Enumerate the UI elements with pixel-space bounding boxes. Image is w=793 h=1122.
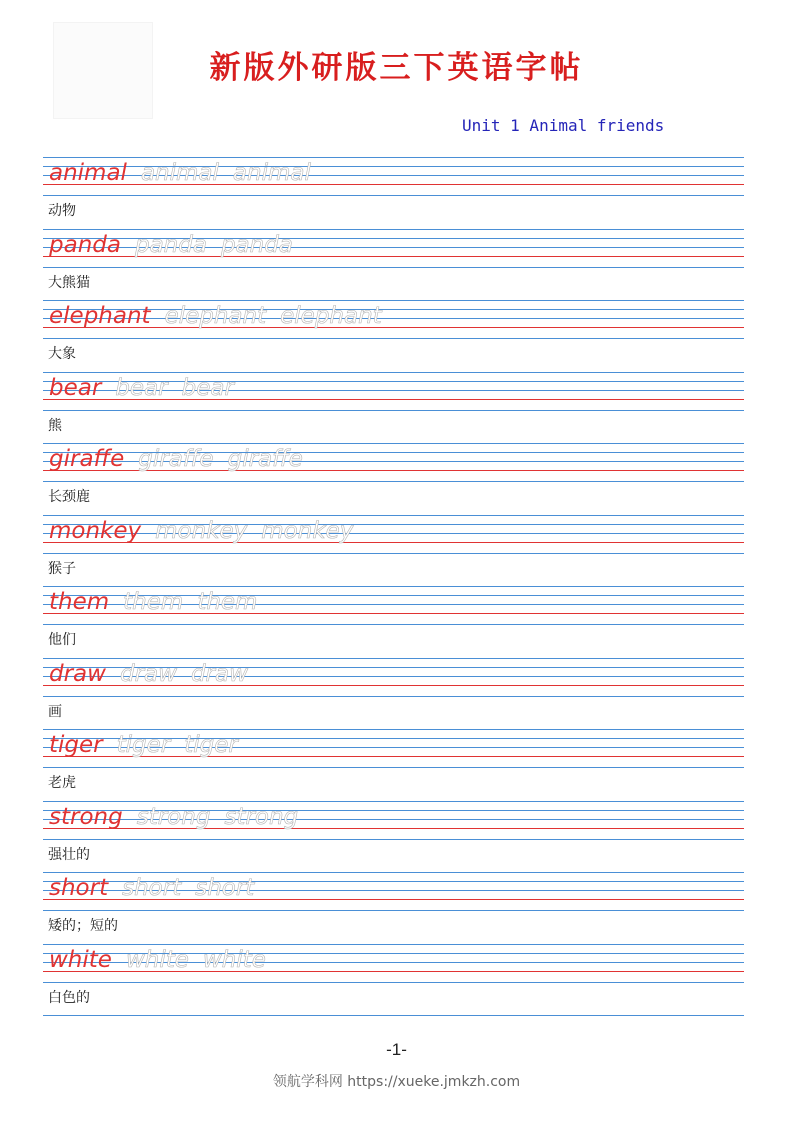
guide-line [43, 195, 744, 196]
guide-line [43, 586, 744, 587]
word-trace[interactable]: strong [224, 803, 299, 830]
word-trace[interactable]: strong [136, 803, 211, 830]
guide-line [43, 767, 744, 768]
guide-line [43, 229, 744, 230]
word-trace[interactable]: panda [220, 231, 293, 258]
guide-line [43, 157, 744, 158]
word-model: tiger [49, 732, 103, 758]
word-trace[interactable]: monkey [155, 517, 248, 544]
word-model: white [49, 946, 112, 973]
copybook-entry [43, 801, 744, 873]
guide-line [43, 553, 744, 554]
word-meaning: 大熊猫 [48, 274, 90, 291]
guide-line [43, 729, 744, 730]
word-row [49, 303, 382, 329]
word-trace[interactable]: tiger [116, 732, 171, 758]
word-trace[interactable]: draw [119, 660, 177, 687]
copybook-entry [43, 515, 744, 587]
word-row [49, 160, 311, 186]
word-model: monkey [49, 517, 142, 544]
word-meaning: 猴子 [48, 560, 76, 577]
word-row [49, 661, 248, 687]
guide-line [43, 481, 744, 482]
guide-line [43, 443, 744, 444]
word-trace[interactable]: animal [232, 160, 311, 186]
word-trace[interactable]: short [195, 875, 255, 901]
word-meaning: 熊 [48, 417, 62, 434]
copybook-entry [43, 872, 744, 944]
word-model: short [49, 875, 109, 901]
guide-line [43, 872, 744, 873]
word-meaning: 他们 [48, 632, 76, 648]
copybook-entry [43, 372, 744, 444]
word-trace[interactable]: panda [134, 231, 207, 258]
word-trace[interactable]: short [122, 875, 182, 901]
guide-line [43, 696, 744, 697]
guide-line [43, 267, 744, 268]
footer-source: 领航学科网 https://xueke.jmkzh.com [272, 1074, 521, 1090]
word-trace[interactable]: white [125, 946, 189, 973]
word-meaning: 画 [48, 703, 62, 720]
copybook-entry [43, 300, 744, 372]
word-trace[interactable]: elephant [280, 303, 382, 329]
word-meaning: 强壮的 [48, 846, 90, 863]
word-model: elephant [49, 303, 151, 329]
copybook-sheet [43, 157, 744, 1015]
word-model: bear [49, 374, 102, 401]
copybook-entry [43, 586, 744, 658]
word-trace[interactable]: animal [140, 160, 219, 186]
guide-line [43, 410, 744, 411]
word-row [49, 732, 238, 758]
word-trace[interactable]: elephant [164, 303, 267, 329]
word-trace[interactable]: bear [181, 374, 234, 401]
copybook-entry [43, 157, 744, 229]
word-meaning: 动物 [48, 203, 76, 219]
word-model: draw [49, 660, 106, 687]
word-row [49, 947, 266, 973]
word-row [49, 232, 293, 258]
guide-line [43, 839, 744, 840]
word-row [49, 375, 234, 401]
guide-line [43, 1015, 744, 1016]
page-title: 新版外研版三下英语字帖 [209, 50, 584, 86]
copybook-entry [43, 658, 744, 730]
word-trace[interactable]: monkey [261, 517, 354, 544]
word-trace[interactable]: giraffe [227, 446, 303, 472]
word-trace[interactable]: bear [115, 374, 168, 401]
copybook-entry [43, 729, 744, 801]
guide-line [43, 300, 744, 301]
guide-line [43, 910, 744, 911]
word-row [49, 518, 353, 544]
unit-subtitle: Unit 1 Animal friends [462, 116, 665, 135]
word-trace[interactable]: tiger [184, 732, 238, 758]
copybook-entry [43, 229, 744, 301]
word-row [49, 589, 257, 615]
word-trace[interactable]: giraffe [138, 446, 214, 472]
guide-line [43, 515, 744, 516]
word-model: panda [49, 231, 121, 258]
word-row [49, 875, 254, 901]
page-number: -1- [386, 1040, 407, 1059]
word-trace[interactable]: them [197, 589, 258, 615]
word-trace[interactable]: draw [190, 660, 248, 687]
copybook-entry [43, 944, 744, 1016]
word-row [49, 446, 303, 472]
word-model: animal [49, 160, 127, 186]
word-model: them [49, 589, 110, 615]
copybook-entry [43, 443, 744, 515]
word-meaning: 大象 [48, 346, 76, 362]
word-row [49, 804, 298, 830]
word-trace[interactable]: white [202, 946, 266, 973]
word-meaning: 矮的；短的 [48, 918, 118, 934]
word-meaning: 老虎 [48, 775, 76, 791]
word-meaning: 长颈鹿 [48, 489, 90, 505]
guide-line [43, 372, 744, 373]
guide-line [43, 801, 744, 802]
guide-line [43, 338, 744, 339]
guide-line [43, 658, 744, 659]
guide-line [43, 944, 744, 945]
word-trace[interactable]: them [123, 589, 184, 615]
word-meaning: 白色的 [48, 989, 90, 1006]
guide-line [43, 982, 744, 983]
guide-line [43, 624, 744, 625]
word-model: strong [49, 803, 123, 830]
word-model: giraffe [49, 446, 125, 472]
